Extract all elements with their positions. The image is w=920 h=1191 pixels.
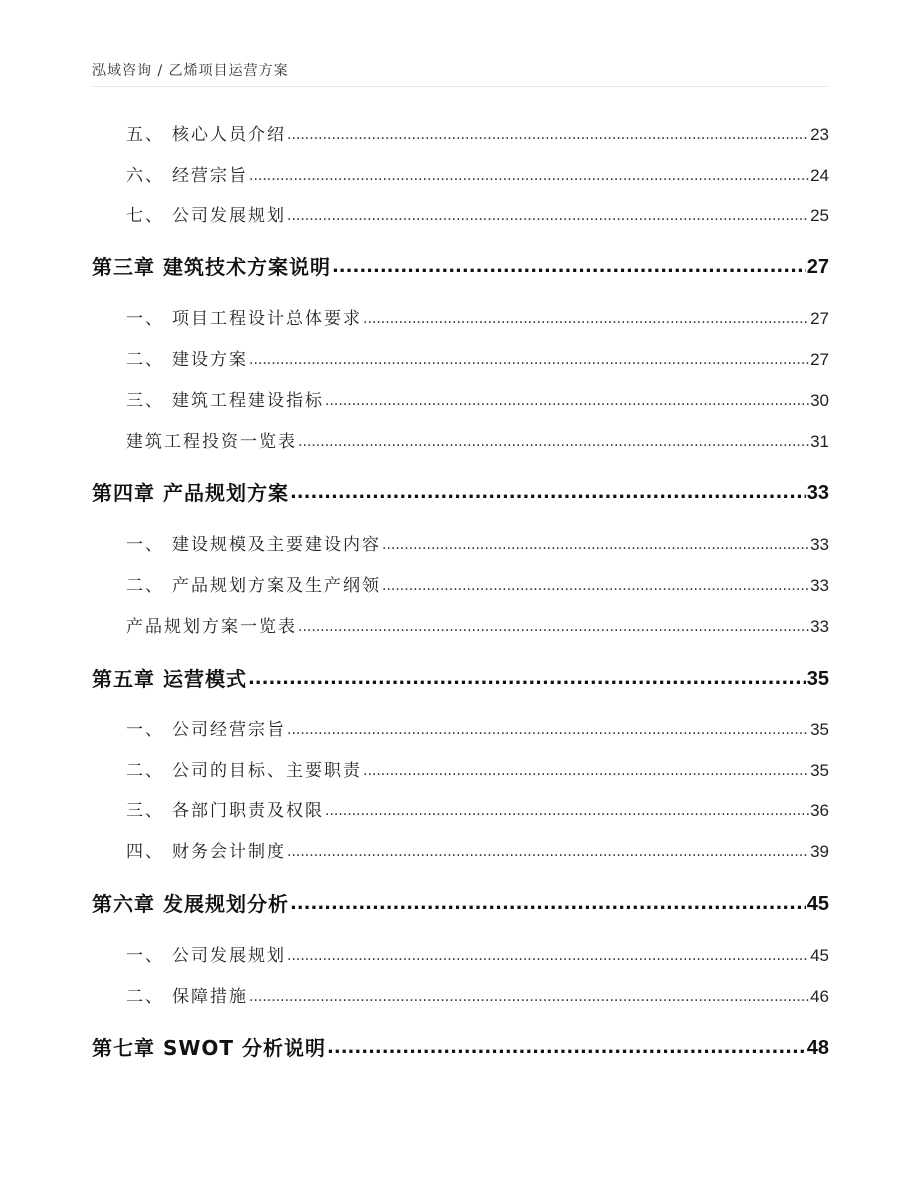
toc-entry[interactable] [92,308,829,330]
toc-entry-number: 六、 [126,166,164,186]
toc-leader-dots [382,580,809,597]
toc-chapter-title: 第五章 运营模式 [92,667,247,691]
toc-entry-number: 一、 [126,535,164,555]
toc-entry-title: 保障措施 [172,987,248,1007]
toc-leader-dots [298,621,809,638]
toc-leader-dots [249,991,809,1008]
toc-page-number: 45 [810,946,829,965]
running-header: 泓域咨询 / 乙烯项目运营方案 [92,63,289,79]
toc-entry-title: 公司发展规划 [172,946,286,966]
toc-chapter-title: 第七章 SWOT 分析说明 [92,1036,327,1060]
header-divider [92,86,828,87]
toc-page-number: 27 [810,309,829,328]
toc-entry-title: 建设方案 [172,350,248,370]
toc-entry-title: 经营宗旨 [172,166,248,186]
toc-entry-title: 建筑工程建设指标 [172,391,324,411]
toc-entry-number: 三、 [126,391,164,411]
toc-page-number: 48 [806,1037,829,1059]
toc-entry-label [92,534,381,556]
toc-entry[interactable] [92,575,829,597]
toc-entry-label [92,349,248,371]
toc-leader-dots [298,436,809,453]
toc-page-number: 33 [810,576,829,595]
toc-entry[interactable] [92,349,829,371]
toc-entry-label [92,800,324,822]
toc-entry[interactable] [92,534,829,556]
toc-page-number: 27 [810,350,829,369]
toc-entry[interactable] [92,719,829,741]
toc-entry-number: 二、 [126,761,164,781]
toc-page-number: 35 [810,720,829,739]
toc-page-number: 46 [810,987,829,1006]
toc-page-number: 35 [810,761,829,780]
toc-leader-dots [287,724,809,741]
toc-leader-dots [248,672,806,692]
toc-entry-title: 财务会计制度 [172,842,286,862]
toc-entry-label [92,986,248,1008]
toc-entry-number: 二、 [126,987,164,1007]
toc-entry[interactable] [92,616,829,638]
toc-entry-title: 核心人员介绍 [172,125,286,145]
toc-entry-number: 二、 [126,576,164,596]
toc-chapter-title: 第四章 产品规划方案 [92,481,289,505]
toc-leader-dots [332,260,806,280]
toc-entry-label [92,575,381,597]
toc-chapter-entry[interactable] [92,254,829,280]
toc-page-number: 35 [806,668,829,690]
toc-entry-title: 公司的目标、主要职责 [172,761,362,781]
toc-chapter-title: 第六章 发展规划分析 [92,892,289,916]
toc-page-number: 33 [806,482,829,504]
toc-entry-label [92,124,286,146]
toc-page-number: 30 [810,391,829,410]
toc-entry[interactable] [92,165,829,187]
toc-leader-dots [249,170,809,187]
toc-entry[interactable] [92,205,829,227]
toc-entry[interactable] [92,945,829,967]
toc-page-number: 31 [810,432,829,451]
toc-leader-dots [290,897,806,917]
toc-leader-dots [325,805,809,822]
toc-entry-number: 四、 [126,842,164,862]
toc-leader-dots [287,129,809,146]
toc-entry[interactable] [92,124,829,146]
toc-entry-label [92,760,362,782]
toc-entry-number: 三、 [126,801,164,821]
toc-chapter-entry[interactable] [92,1035,829,1061]
toc-entry-label [92,165,248,187]
toc-entry-title: 产品规划方案一览表 [126,617,297,637]
toc-entry[interactable] [92,986,829,1008]
toc-chapter-entry[interactable] [92,891,829,917]
toc-page-number: 33 [810,535,829,554]
toc-entry[interactable] [92,431,829,453]
toc-entry[interactable] [92,800,829,822]
toc-leader-dots [363,313,809,330]
toc-entry-number: 一、 [126,720,164,740]
toc-entry-title: 建设规模及主要建设内容 [172,535,381,555]
toc-leader-dots [290,486,806,506]
toc-entry-number: 七、 [126,206,164,226]
toc-entry-number: 一、 [126,309,164,329]
toc-page-number: 25 [810,206,829,225]
toc-entry-label [92,945,286,967]
toc-chapter-entry[interactable] [92,666,829,692]
toc-entry-label [92,308,362,330]
toc-leader-dots [287,210,809,227]
toc-entry-label [92,390,324,412]
toc-entry-number: 一、 [126,946,164,966]
toc-entry-title: 建筑工程投资一览表 [126,432,297,452]
toc-page-number: 39 [810,842,829,861]
toc-entry[interactable] [92,760,829,782]
toc-entry-number: 二、 [126,350,164,370]
toc-leader-dots [327,1041,806,1061]
toc-chapter-entry[interactable] [92,480,829,506]
toc-leader-dots [382,539,809,556]
toc-entry-label [92,841,286,863]
toc-leader-dots [325,395,809,412]
toc-leader-dots [287,846,809,863]
toc-leader-dots [363,765,809,782]
toc-page-number: 33 [810,617,829,636]
toc-page-number: 36 [810,801,829,820]
toc-leader-dots [249,354,809,371]
toc-page-number: 23 [810,125,829,144]
toc-entry-title: 公司经营宗旨 [172,720,286,740]
toc-entry-label [92,616,297,638]
toc-entry-label [92,205,286,227]
toc-entry-label [92,719,286,741]
toc-page-number: 24 [810,166,829,185]
toc-leader-dots [287,950,809,967]
toc-chapter-title: 第三章 建筑技术方案说明 [92,255,331,279]
toc-entry[interactable] [92,841,829,863]
toc-entry-title: 项目工程设计总体要求 [172,309,362,329]
toc-entry-number: 五、 [126,125,164,145]
toc-entry-title: 产品规划方案及生产纲领 [172,576,381,596]
toc-entry-title: 各部门职责及权限 [172,801,324,821]
toc-entry-label [92,431,297,453]
toc-page-number: 27 [806,256,829,278]
toc-entry[interactable] [92,390,829,412]
toc-entry-title: 公司发展规划 [172,206,286,226]
toc-page-number: 45 [806,893,829,915]
